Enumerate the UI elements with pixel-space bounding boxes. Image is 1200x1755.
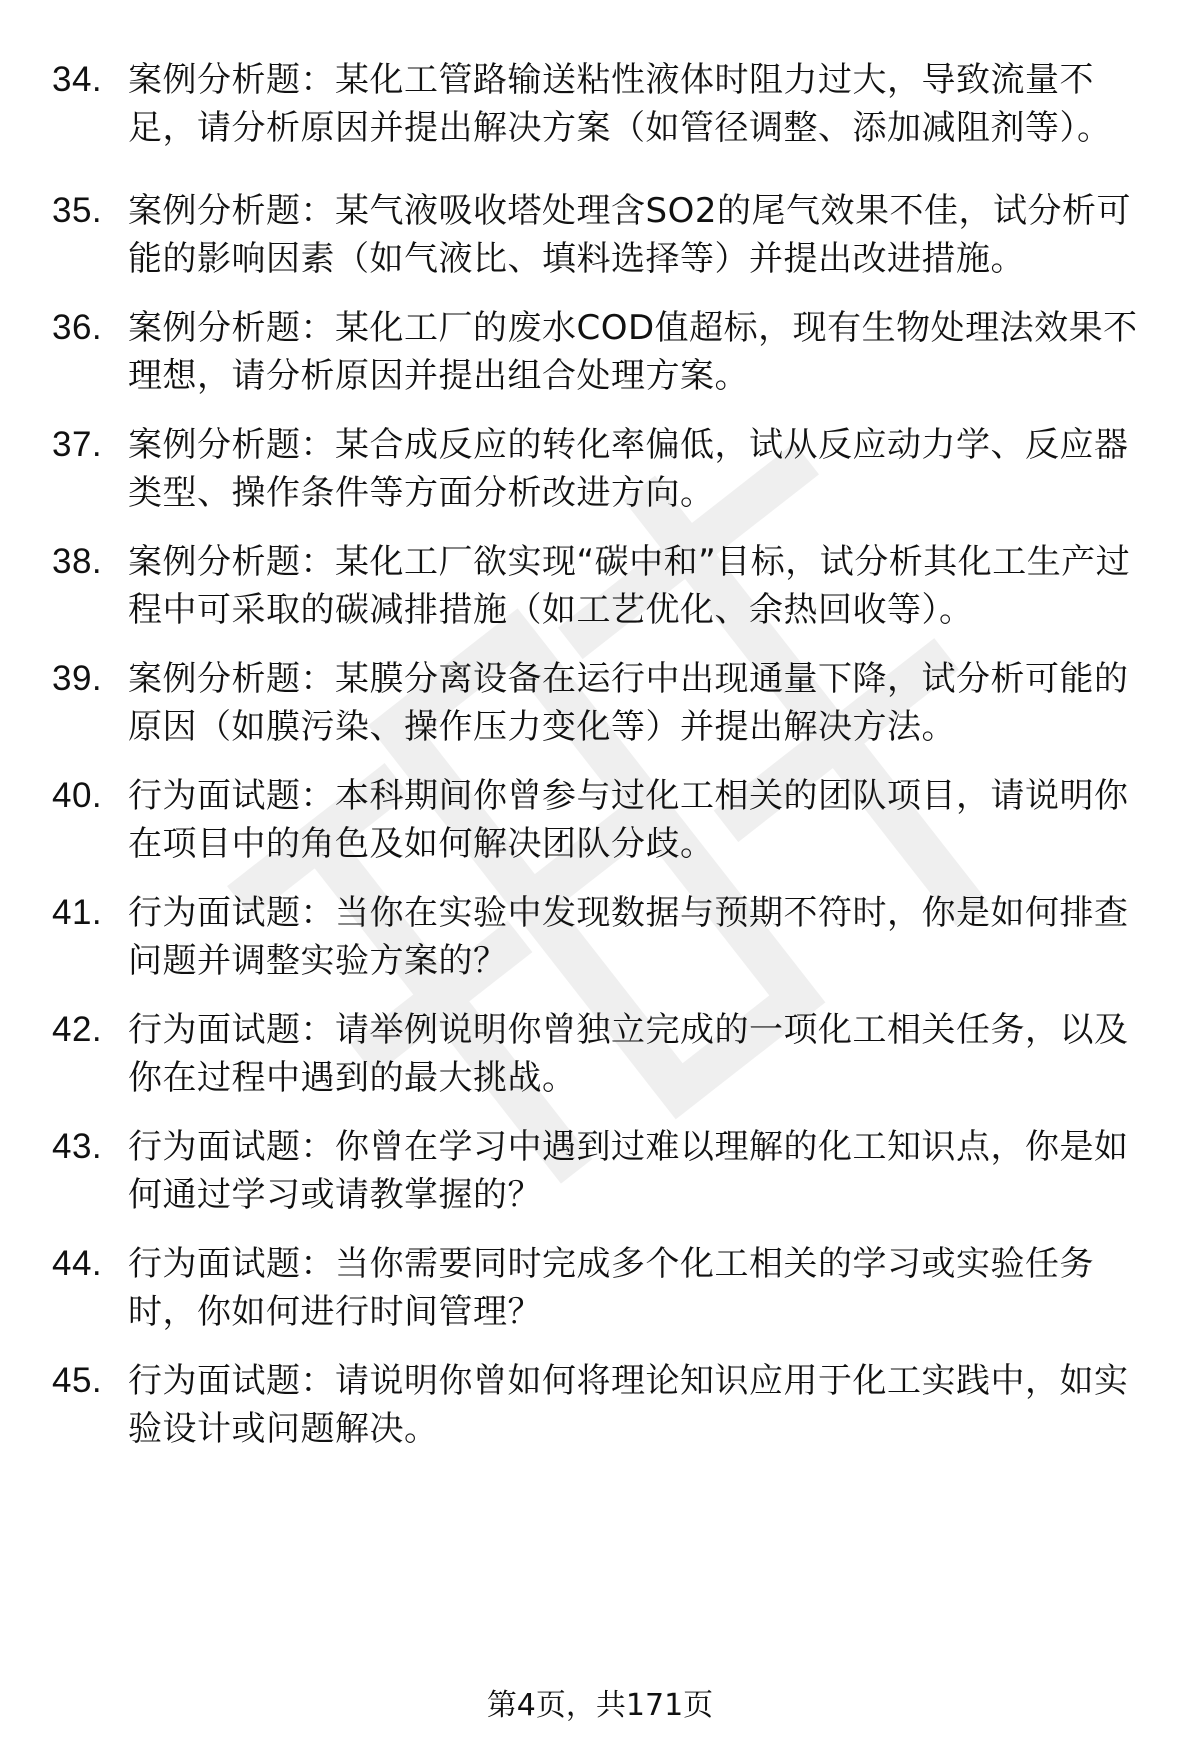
- question-number: 41.: [52, 893, 103, 932]
- page-footer: 第4页，共171页: [486, 1688, 714, 1723]
- question-item-40: [0, 772, 1200, 889]
- question-text: 案例分析题：某化工厂的废水COD值超标，现有生物处理法效果不理想，请分析原因并提出组合处理方案。: [128, 308, 1138, 396]
- question-text: 案例分析题：某膜分离设备在运行中出现通量下降，试分析可能的原因（如膜污染、操作压力变化等）并提出解决方法。: [128, 659, 1129, 747]
- question-number: 35.: [52, 191, 103, 230]
- question-item-35: [0, 187, 1200, 304]
- question-number: 34.: [52, 60, 103, 99]
- question-item-36: [0, 304, 1200, 421]
- question-text: 行为面试题：当你在实验中发现数据与预期不符时，你是如何排查问题并调整实验方案的？: [128, 893, 1129, 981]
- question-item-41: [0, 889, 1200, 1006]
- question-number: 36.: [52, 308, 103, 347]
- question-item-34: [0, 56, 1200, 187]
- question-text: 行为面试题：本科期间你曾参与过化工相关的团队项目，请说明你在项目中的角色及如何解决团队分歧。: [128, 776, 1129, 864]
- question-number: 37.: [52, 425, 103, 464]
- question-item-37: [0, 421, 1200, 538]
- question-number: 42.: [52, 1010, 103, 1049]
- question-text: 案例分析题：某气液吸收塔处理含SO2的尾气效果不佳，试分析可能的影响因素（如气液比、填料选择等）并提出改进措施。: [128, 191, 1131, 279]
- question-number: 38.: [52, 542, 103, 581]
- question-number: 44.: [52, 1244, 103, 1283]
- question-text: 案例分析题：某化工厂欲实现“碳中和”目标，试分析其化工生产过程中可采取的碳减排措施（如工艺优化、余热回收等）。: [128, 542, 1131, 630]
- question-text: 行为面试题：当你需要同时完成多个化工相关的学习或实验任务时，你如何进行时间管理？: [128, 1244, 1094, 1332]
- question-item-42: [0, 1006, 1200, 1123]
- question-item-43: [0, 1123, 1200, 1240]
- question-number: 43.: [52, 1127, 103, 1166]
- question-item-44: [0, 1240, 1200, 1357]
- question-item-45: [0, 1357, 1200, 1474]
- question-item-39: [0, 655, 1200, 772]
- question-text: 行为面试题：请说明你曾如何将理论知识应用于化工实践中，如实验设计或问题解决。: [128, 1361, 1129, 1449]
- question-text: 案例分析题：某化工管路输送粘性液体时阻力过大，导致流量不足，请分析原因并提出解决方案（如管径调整、添加减阻剂等）。: [128, 60, 1112, 148]
- question-text: 行为面试题：你曾在学习中遇到过难以理解的化工知识点，你是如何通过学习或请教掌握的？: [128, 1127, 1129, 1215]
- question-number: 39.: [52, 659, 103, 698]
- question-list: [0, 56, 1200, 1474]
- question-item-38: [0, 538, 1200, 655]
- question-text: 案例分析题：某合成反应的转化率偏低，试从反应动力学、反应器类型、操作条件等方面分析改进方向。: [128, 425, 1129, 513]
- question-number: 45.: [52, 1361, 103, 1400]
- question-text: 行为面试题：请举例说明你曾独立完成的一项化工相关任务，以及你在过程中遇到的最大挑战。: [128, 1010, 1129, 1098]
- question-number: 40.: [52, 776, 103, 815]
